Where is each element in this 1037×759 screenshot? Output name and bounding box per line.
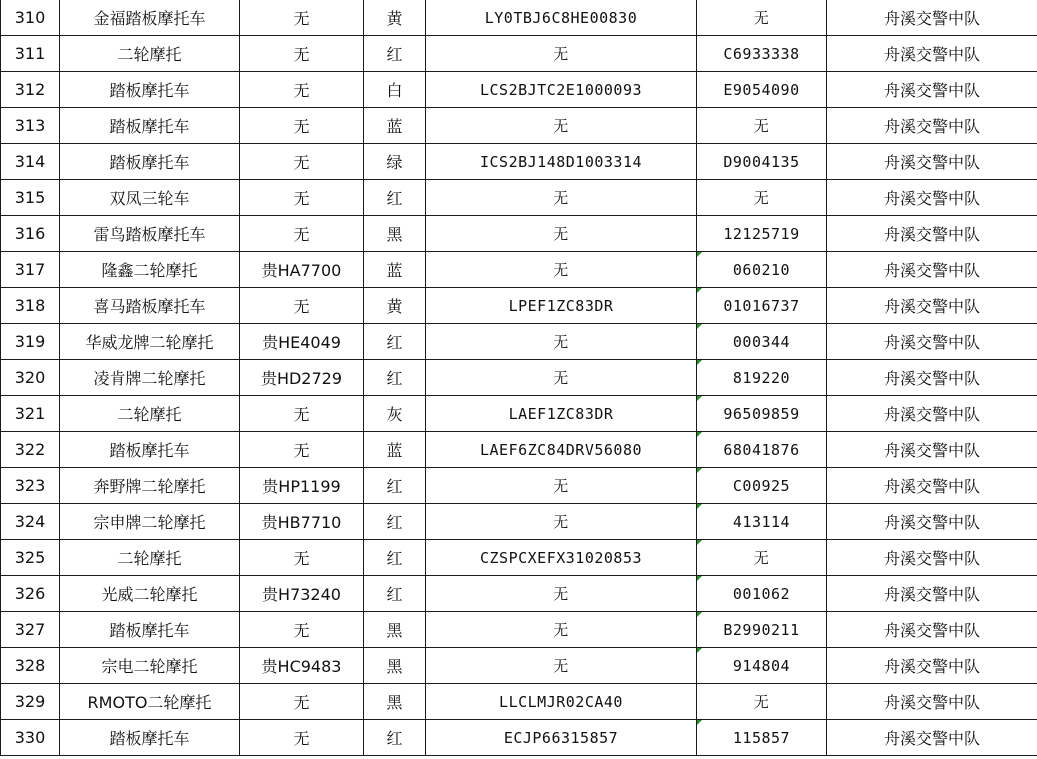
plate-number-cell: 贵HA7700 — [240, 252, 364, 288]
plate-number-cell: 贵HP1199 — [240, 468, 364, 504]
vehicle-color-cell: 红 — [364, 360, 426, 396]
vehicle-brand-cell: 踏板摩托车 — [60, 108, 240, 144]
engine-number-cell: 115857 — [697, 720, 827, 756]
vehicle-brand-cell: 金福踏板摩托车 — [60, 0, 240, 36]
vin-cell: ECJP66315857 — [426, 720, 697, 756]
vehicle-color-cell: 蓝 — [364, 252, 426, 288]
vin-cell: 无 — [426, 360, 697, 396]
vehicle-color-cell: 黄 — [364, 0, 426, 36]
row-number-cell: 319 — [1, 324, 60, 360]
seizing-unit-cell: 舟溪交警中队 — [827, 216, 1037, 252]
vin-cell: 无 — [426, 252, 697, 288]
vin-cell: 无 — [426, 504, 697, 540]
table-row — [1, 720, 1037, 756]
vin-cell: 无 — [426, 612, 697, 648]
row-number-cell: 324 — [1, 504, 60, 540]
seizing-unit-cell: 舟溪交警中队 — [827, 648, 1037, 684]
engine-number-cell: 96509859 — [697, 396, 827, 432]
row-number-cell: 314 — [1, 144, 60, 180]
vehicle-brand-cell: RMOTO二轮摩托 — [60, 684, 240, 720]
seizing-unit-cell: 舟溪交警中队 — [827, 324, 1037, 360]
row-number-cell: 316 — [1, 216, 60, 252]
engine-number-cell: D9004135 — [697, 144, 827, 180]
vin-cell: LAEF6ZC84DRV56080 — [426, 432, 697, 468]
table-row — [1, 144, 1037, 180]
seizing-unit-cell: 舟溪交警中队 — [827, 504, 1037, 540]
row-number-cell: 327 — [1, 612, 60, 648]
plate-number-cell: 无 — [240, 720, 364, 756]
seizing-unit-cell: 舟溪交警中队 — [827, 612, 1037, 648]
seizing-unit-cell: 舟溪交警中队 — [827, 468, 1037, 504]
vin-cell: LCS2BJTC2E1000093 — [426, 72, 697, 108]
vehicle-color-cell: 红 — [364, 540, 426, 576]
engine-number-cell: 819220 — [697, 360, 827, 396]
vehicle-color-cell: 红 — [364, 324, 426, 360]
vehicle-color-cell: 红 — [364, 180, 426, 216]
seizing-unit-cell: 舟溪交警中队 — [827, 576, 1037, 612]
table-row — [1, 540, 1037, 576]
seizing-unit-cell: 舟溪交警中队 — [827, 108, 1037, 144]
row-number-cell: 310 — [1, 0, 60, 36]
table-row — [1, 324, 1037, 360]
engine-number-cell: E9054090 — [697, 72, 827, 108]
table-row — [1, 396, 1037, 432]
table-row — [1, 72, 1037, 108]
vin-cell: CZSPCXEFX31020853 — [426, 540, 697, 576]
vehicle-brand-cell: 华威龙牌二轮摩托 — [60, 324, 240, 360]
vehicle-color-cell: 蓝 — [364, 108, 426, 144]
engine-number-cell: 12125719 — [697, 216, 827, 252]
vehicle-color-cell: 红 — [364, 576, 426, 612]
plate-number-cell: 无 — [240, 0, 364, 36]
vehicle-color-cell: 黄 — [364, 288, 426, 324]
table-row — [1, 576, 1037, 612]
vehicle-brand-cell: 踏板摩托车 — [60, 720, 240, 756]
seizing-unit-cell: 舟溪交警中队 — [827, 36, 1037, 72]
vin-cell: 无 — [426, 216, 697, 252]
vehicle-color-cell: 白 — [364, 72, 426, 108]
row-number-cell: 318 — [1, 288, 60, 324]
row-number-cell: 317 — [1, 252, 60, 288]
vehicle-color-cell: 灰 — [364, 396, 426, 432]
vin-cell: 无 — [426, 648, 697, 684]
vehicle-brand-cell: 雷鸟踏板摩托车 — [60, 216, 240, 252]
table-row — [1, 504, 1037, 540]
vehicle-brand-cell: 喜马踏板摩托车 — [60, 288, 240, 324]
seizing-unit-cell: 舟溪交警中队 — [827, 720, 1037, 756]
vehicle-brand-cell: 二轮摩托 — [60, 36, 240, 72]
vehicle-brand-cell: 双凤三轮车 — [60, 180, 240, 216]
plate-number-cell: 贵HD2729 — [240, 360, 364, 396]
vin-cell: LPEF1ZC83DR — [426, 288, 697, 324]
plate-number-cell: 无 — [240, 540, 364, 576]
table-body — [1, 0, 1037, 756]
engine-number-cell: 无 — [697, 180, 827, 216]
row-number-cell: 313 — [1, 108, 60, 144]
engine-number-cell: C6933338 — [697, 36, 827, 72]
vin-cell: LAEF1ZC83DR — [426, 396, 697, 432]
row-number-cell: 312 — [1, 72, 60, 108]
plate-number-cell: 无 — [240, 288, 364, 324]
row-number-cell: 328 — [1, 648, 60, 684]
row-number-cell: 330 — [1, 720, 60, 756]
engine-number-cell: 无 — [697, 108, 827, 144]
vehicle-brand-cell: 凌肯牌二轮摩托 — [60, 360, 240, 396]
vehicle-color-cell: 黑 — [364, 612, 426, 648]
row-number-cell: 326 — [1, 576, 60, 612]
plate-number-cell: 贵HB7710 — [240, 504, 364, 540]
vehicle-brand-cell: 踏板摩托车 — [60, 432, 240, 468]
vehicle-color-cell: 黑 — [364, 648, 426, 684]
plate-number-cell: 无 — [240, 432, 364, 468]
row-number-cell: 311 — [1, 36, 60, 72]
row-number-cell: 323 — [1, 468, 60, 504]
vin-cell: 无 — [426, 324, 697, 360]
vehicle-brand-cell: 光威二轮摩托 — [60, 576, 240, 612]
engine-number-cell: C00925 — [697, 468, 827, 504]
row-number-cell: 320 — [1, 360, 60, 396]
vin-cell: 无 — [426, 108, 697, 144]
vehicle-color-cell: 红 — [364, 36, 426, 72]
seizing-unit-cell: 舟溪交警中队 — [827, 252, 1037, 288]
table-row — [1, 360, 1037, 396]
table-row — [1, 216, 1037, 252]
vin-cell: LY0TBJ6C8HE00830 — [426, 0, 697, 36]
row-number-cell: 321 — [1, 396, 60, 432]
vehicle-brand-cell: 宗电二轮摩托 — [60, 648, 240, 684]
table-row — [1, 684, 1037, 720]
engine-number-cell: 68041876 — [697, 432, 827, 468]
engine-number-cell: 413114 — [697, 504, 827, 540]
seizing-unit-cell: 舟溪交警中队 — [827, 144, 1037, 180]
vehicle-brand-cell: 奔野牌二轮摩托 — [60, 468, 240, 504]
plate-number-cell: 无 — [240, 396, 364, 432]
row-number-cell: 325 — [1, 540, 60, 576]
seizing-unit-cell: 舟溪交警中队 — [827, 72, 1037, 108]
vehicle-brand-cell: 踏板摩托车 — [60, 144, 240, 180]
table-row — [1, 0, 1037, 36]
engine-number-cell: 无 — [697, 0, 827, 36]
engine-number-cell: B2990211 — [697, 612, 827, 648]
table-row — [1, 180, 1037, 216]
vehicle-brand-cell: 二轮摩托 — [60, 396, 240, 432]
vehicle-brand-cell: 宗申牌二轮摩托 — [60, 504, 240, 540]
table-row — [1, 468, 1037, 504]
engine-number-cell: 无 — [697, 540, 827, 576]
engine-number-cell: 060210 — [697, 252, 827, 288]
vin-cell: 无 — [426, 36, 697, 72]
table-row — [1, 432, 1037, 468]
seizing-unit-cell: 舟溪交警中队 — [827, 396, 1037, 432]
plate-number-cell: 无 — [240, 36, 364, 72]
vehicle-brand-cell: 隆鑫二轮摩托 — [60, 252, 240, 288]
vehicle-brand-cell: 踏板摩托车 — [60, 72, 240, 108]
engine-number-cell: 914804 — [697, 648, 827, 684]
row-number-cell: 329 — [1, 684, 60, 720]
engine-number-cell: 01016737 — [697, 288, 827, 324]
seizing-unit-cell: 舟溪交警中队 — [827, 180, 1037, 216]
vehicle-color-cell: 红 — [364, 720, 426, 756]
vehicle-color-cell: 黑 — [364, 684, 426, 720]
seizing-unit-cell: 舟溪交警中队 — [827, 0, 1037, 36]
seizing-unit-cell: 舟溪交警中队 — [827, 540, 1037, 576]
row-number-cell: 322 — [1, 432, 60, 468]
vehicle-color-cell: 红 — [364, 504, 426, 540]
plate-number-cell: 无 — [240, 612, 364, 648]
plate-number-cell: 贵H73240 — [240, 576, 364, 612]
vin-cell: LLCLMJR02CA40 — [426, 684, 697, 720]
table-row — [1, 252, 1037, 288]
vehicle-brand-cell: 踏板摩托车 — [60, 612, 240, 648]
plate-number-cell: 无 — [240, 180, 364, 216]
plate-number-cell: 贵HC9483 — [240, 648, 364, 684]
seizing-unit-cell: 舟溪交警中队 — [827, 360, 1037, 396]
vehicle-color-cell: 黑 — [364, 216, 426, 252]
plate-number-cell: 无 — [240, 216, 364, 252]
plate-number-cell: 无 — [240, 684, 364, 720]
vehicle-color-cell: 绿 — [364, 144, 426, 180]
table-row — [1, 612, 1037, 648]
seizing-unit-cell: 舟溪交警中队 — [827, 432, 1037, 468]
plate-number-cell: 无 — [240, 72, 364, 108]
vehicle-brand-cell: 二轮摩托 — [60, 540, 240, 576]
plate-number-cell: 贵HE4049 — [240, 324, 364, 360]
table-row — [1, 648, 1037, 684]
vehicle-color-cell: 蓝 — [364, 432, 426, 468]
plate-number-cell: 无 — [240, 108, 364, 144]
engine-number-cell: 无 — [697, 684, 827, 720]
seizing-unit-cell: 舟溪交警中队 — [827, 288, 1037, 324]
vin-cell: 无 — [426, 468, 697, 504]
engine-number-cell: 000344 — [697, 324, 827, 360]
table-row — [1, 288, 1037, 324]
plate-number-cell: 无 — [240, 144, 364, 180]
vin-cell: 无 — [426, 180, 697, 216]
seizing-unit-cell: 舟溪交警中队 — [827, 684, 1037, 720]
engine-number-cell: 001062 — [697, 576, 827, 612]
vin-cell: ICS2BJ148D1003314 — [426, 144, 697, 180]
table-row — [1, 36, 1037, 72]
vin-cell: 无 — [426, 576, 697, 612]
vehicle-color-cell: 红 — [364, 468, 426, 504]
table-row — [1, 108, 1037, 144]
row-number-cell: 315 — [1, 180, 60, 216]
